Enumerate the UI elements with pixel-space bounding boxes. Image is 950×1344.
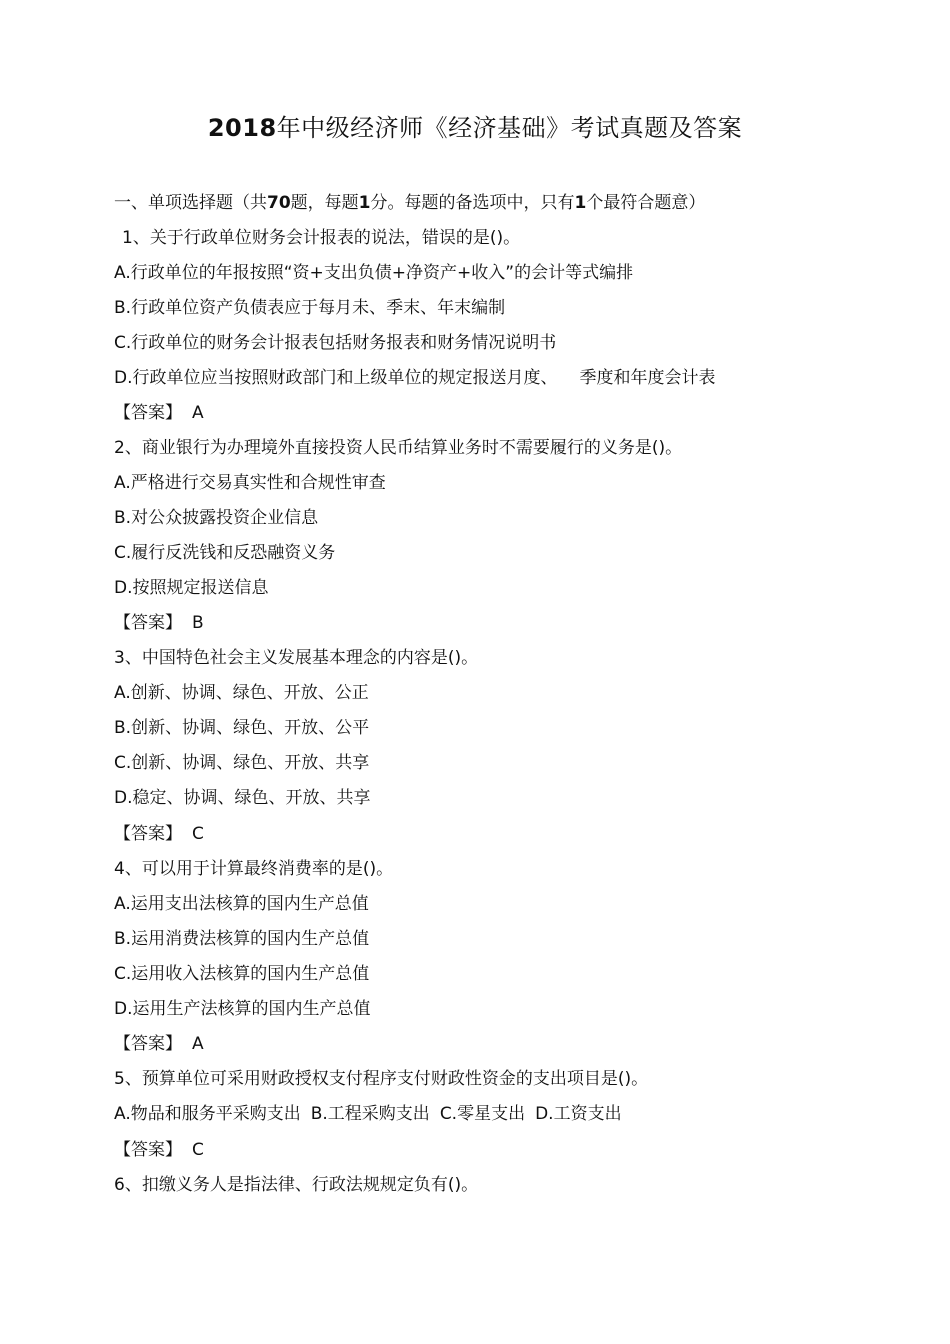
question-2-option-b: B.对公众披露投资企业信息 xyxy=(114,508,319,528)
question-3-option-c: C.创新、协调、绿色、开放、共享 xyxy=(114,753,370,773)
title-year: 2018 xyxy=(207,114,277,142)
question-4-stem: 4、可以用于计算最终消费率的是()。 xyxy=(114,859,394,879)
answer-value: A xyxy=(192,403,204,423)
question-3-option-a: A.创新、协调、绿色、开放、公正 xyxy=(114,683,369,703)
question-1-option-a: A.行政单位的年报按照“资+支出负债+净资产+收入”的会计等式编排 xyxy=(114,263,634,283)
question-1-stem: 1、关于行政单位财务会计报表的说法，错误的是()。 xyxy=(122,228,521,248)
section-score: 1 xyxy=(358,193,371,213)
question-3-option-d: D.稳定、协调、绿色、开放、共享 xyxy=(114,788,371,808)
question-4-option-c: C.运用收入法核算的国内生产总值 xyxy=(114,964,370,984)
question-5-option-d: D.工资支出 xyxy=(535,1104,622,1124)
question-3-answer xyxy=(114,822,204,846)
answer-label: 【答案】 xyxy=(114,824,182,844)
question-1-option-b: B.行政单位资产负债表应于每月未、季末、年末编制 xyxy=(114,298,506,318)
question-5-options xyxy=(114,1102,622,1126)
answer-value: C xyxy=(192,824,204,844)
page-title xyxy=(0,112,950,144)
question-5-stem: 5、预算单位可采用财政授权支付程序支付财政性资金的支出项目是()。 xyxy=(114,1069,649,1089)
section-text: 一、单项选择题（共 xyxy=(114,193,267,213)
answer-value: B xyxy=(192,613,204,633)
question-2-option-c: C.履行反洗钱和反恐融资义务 xyxy=(114,543,336,563)
question-3-stem: 3、中国特色社会主义发展基本理念的内容是()。 xyxy=(114,648,479,668)
answer-label: 【答案】 xyxy=(114,1140,182,1160)
answer-label: 【答案】 xyxy=(114,613,182,633)
question-5-option-c: C.零星支出 xyxy=(439,1104,526,1124)
section-text: 题，每题 xyxy=(290,193,359,213)
title-text: 年中级经济师《经济基础》考试真题及答案 xyxy=(276,114,743,142)
option-d-part2: 季度和年度会计表 xyxy=(579,368,716,388)
question-5-answer xyxy=(114,1138,204,1162)
question-4-answer xyxy=(114,1032,204,1056)
question-2-answer xyxy=(114,611,204,635)
question-1-option-c: C.行政单位的财务会计报表包括财务报表和财务情况说明书 xyxy=(114,333,557,353)
question-1-option-d xyxy=(114,366,716,390)
question-2-option-a: A.严格进行交易真实性和合规性审查 xyxy=(114,473,386,493)
question-4-option-d: D.运用生产法核算的国内生产总值 xyxy=(114,999,371,1019)
question-2-option-d: D.按照规定报送信息 xyxy=(114,578,269,598)
section-heading xyxy=(114,191,705,215)
answer-label: 【答案】 xyxy=(114,1034,182,1054)
question-4-option-b: B.运用消费法核算的国内生产总值 xyxy=(114,929,370,949)
section-best-count: 1 xyxy=(574,193,587,213)
option-d-part1: D.行政单位应当按照财政部门和上级单位的规定报送月度、 xyxy=(114,368,558,388)
question-5-option-a: A.物品和服务平采购支出 xyxy=(114,1104,301,1124)
question-6-stem: 6、扣缴义务人是指法律、行政法规规定负有()。 xyxy=(114,1175,479,1195)
section-question-count: 70 xyxy=(267,193,291,213)
question-2-stem: 2、商业银行为办理境外直接投资人民币结算业务时不需要履行的义务是()。 xyxy=(114,438,683,458)
answer-label: 【答案】 xyxy=(114,403,182,423)
answer-value: C xyxy=(192,1140,204,1160)
section-text: 分。每题的备选项中，只有 xyxy=(370,193,575,213)
question-5-option-b: B.工程采购支出 xyxy=(310,1104,430,1124)
question-3-option-b: B.创新、协调、绿色、开放、公平 xyxy=(114,718,370,738)
answer-value: A xyxy=(192,1034,204,1054)
question-1-answer xyxy=(114,401,204,425)
section-text: 个最符合题意） xyxy=(586,193,706,213)
question-4-option-a: A.运用支出法核算的国内生产总值 xyxy=(114,894,369,914)
